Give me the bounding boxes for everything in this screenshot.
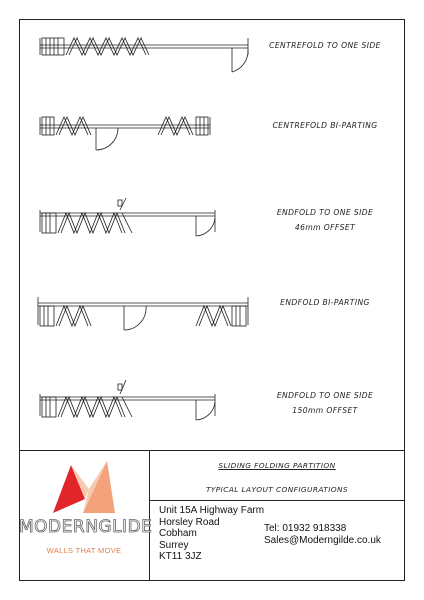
moderngilde-logo-mark xyxy=(49,459,119,515)
plan-centrefold-bi-parting xyxy=(40,117,210,150)
caption-line: ENDFOLD BI-PARTING xyxy=(280,298,370,307)
company-address xyxy=(159,505,264,563)
caption-endfold-bi-parting xyxy=(250,295,400,310)
logo-cell xyxy=(19,451,153,581)
address-line: Surrey xyxy=(159,539,189,551)
caption-line: ENDFOLD TO ONE SIDE xyxy=(276,208,374,217)
title-divider xyxy=(149,500,405,501)
plan-centrefold-one-side xyxy=(40,38,248,72)
caption-endfold-one-side-46mm xyxy=(250,205,400,235)
email: Sales@Moderngilde.co.uk xyxy=(264,534,381,546)
brand-wordmark: MODERNGLIDE xyxy=(19,517,153,537)
address-line: Cobham xyxy=(159,528,197,539)
brand-tagline: WALLS THAT MOVE xyxy=(46,546,122,555)
drawing-title: SLIDING FOLDING PARTITION xyxy=(218,461,336,470)
caption-centrefold-one-side xyxy=(250,38,400,53)
caption-line: 150mm OFFSET xyxy=(292,406,358,415)
address-line: Horsley Road xyxy=(159,516,220,528)
drawing-subtitle: TYPICAL LAYOUT CONFIGURATIONS xyxy=(205,485,349,494)
info-cell xyxy=(149,451,405,581)
title-block xyxy=(19,450,405,581)
plan-endfold-one-side-46mm xyxy=(40,198,215,236)
caption-endfold-one-side-150mm xyxy=(250,388,400,418)
caption-line: 46mm OFFSET xyxy=(294,223,356,232)
plan-endfold-bi-parting xyxy=(38,297,248,330)
plan-endfold-one-side-150mm xyxy=(40,380,215,420)
address-line: Unit 15A Highway Farm xyxy=(159,505,265,516)
caption-centrefold-bi-parting xyxy=(250,118,400,133)
caption-line: CENTREFOLD TO ONE SIDE xyxy=(269,41,381,50)
caption-line: ENDFOLD TO ONE SIDE xyxy=(276,391,374,400)
caption-line: CENTREFOLD BI-PARTING xyxy=(272,121,378,130)
company-contact xyxy=(264,523,381,546)
address-line: KT11 3JZ xyxy=(159,551,202,562)
telephone: Tel: 01932 918338 xyxy=(264,523,347,534)
